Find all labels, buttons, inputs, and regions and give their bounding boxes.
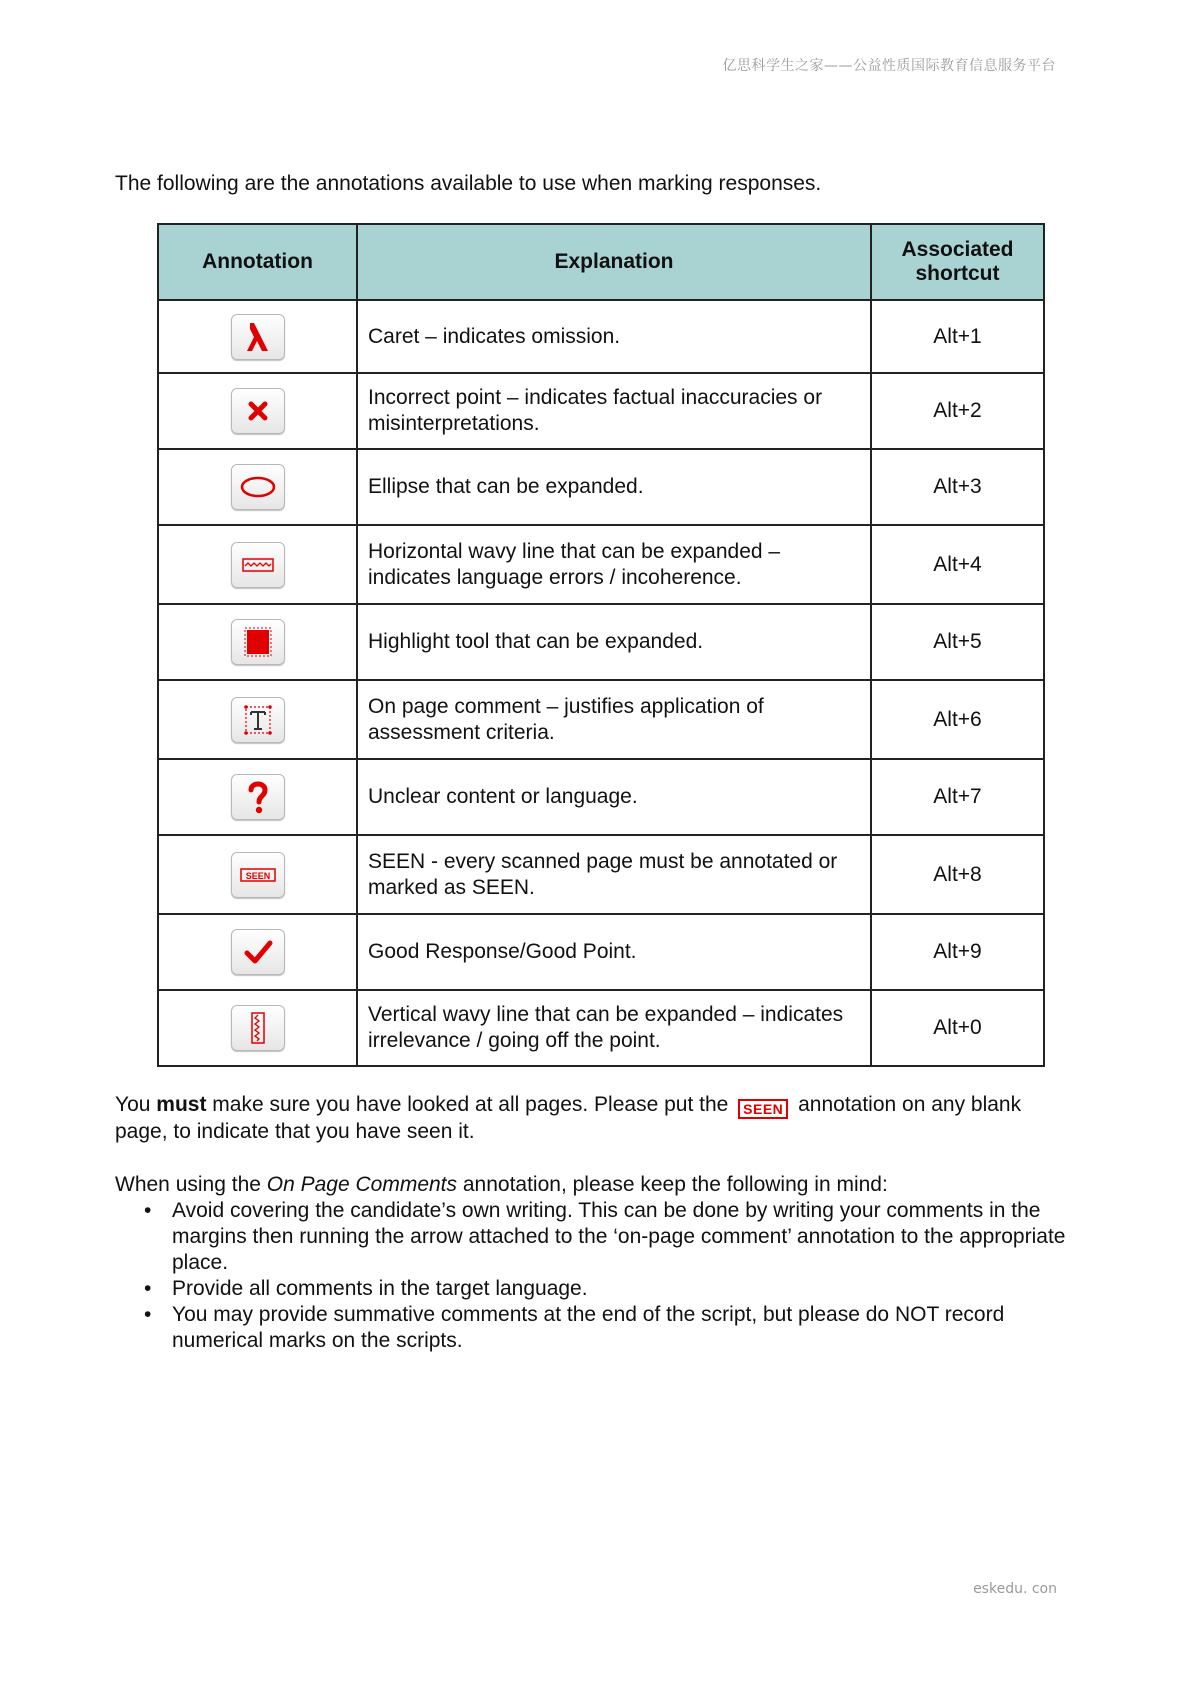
seen-icon xyxy=(231,852,285,898)
shortcut-cell: Alt+5 xyxy=(871,604,1044,680)
shortcut-cell: Alt+0 xyxy=(871,990,1044,1066)
cross-icon xyxy=(231,388,285,434)
header-shortcut-line1: Associated xyxy=(901,237,1014,261)
list-item: • Provide all comments in the target language. xyxy=(115,1276,1075,1302)
explanation-cell: Good Response/Good Point. xyxy=(357,914,871,990)
highlight-icon xyxy=(231,619,285,665)
intro-text: The following are the annotations available to use when marking responses. xyxy=(115,172,822,195)
explanation-cell: Vertical wavy line that can be expanded – indicates irrelevance / going off the point. xyxy=(357,990,871,1066)
shortcut-cell: Alt+8 xyxy=(871,835,1044,914)
annotation-cell xyxy=(158,759,357,835)
annotation-cell xyxy=(158,835,357,914)
table-row xyxy=(158,990,1044,1066)
header-shortcut-line2: shortcut xyxy=(915,262,1000,285)
shortcut-cell: Alt+9 xyxy=(871,914,1044,990)
emphasis-must: must xyxy=(156,1093,207,1116)
explanation-cell: SEEN - every scanned page must be annotated or marked as SEEN. xyxy=(357,835,871,914)
vertical-wavy-line-icon xyxy=(231,1005,285,1051)
explanation-cell: Incorrect point – indicates factual inaccuracies or misinterpretations. xyxy=(357,373,871,449)
annotation-cell xyxy=(158,300,357,373)
table-header-row xyxy=(158,224,1044,300)
seen-paragraph-text: You xyxy=(115,1093,157,1116)
header-explanation: Explanation xyxy=(357,224,871,300)
comments-paragraph-text: When using the xyxy=(115,1173,267,1196)
annotations-table xyxy=(157,223,1045,1067)
shortcut-cell: Alt+7 xyxy=(871,759,1044,835)
explanation-cell: Unclear content or language. xyxy=(357,759,871,835)
table-row xyxy=(158,525,1044,604)
comment-guidelines-list xyxy=(115,1198,1075,1354)
explanation-cell: On page comment – justifies application of assessment criteria. xyxy=(357,680,871,759)
table-row xyxy=(158,680,1044,759)
question-mark-icon xyxy=(231,774,285,820)
table-row xyxy=(158,604,1044,680)
ellipse-icon xyxy=(231,464,285,510)
seen-inline-icon: SEEN xyxy=(738,1099,788,1119)
tick-icon xyxy=(231,929,285,975)
explanation-cell: Highlight tool that can be expanded. xyxy=(357,604,871,680)
seen-paragraph-text: make sure you have looked at all pages. Please put the xyxy=(206,1093,735,1116)
caret-icon xyxy=(231,314,285,360)
table-row xyxy=(158,835,1044,914)
explanation-cell: Caret – indicates omission. xyxy=(357,300,871,373)
shortcut-cell: Alt+2 xyxy=(871,373,1044,449)
comments-instruction-paragraph xyxy=(115,1172,1075,1198)
explanation-cell: Horizontal wavy line that can be expanded – indicates language errors / incoherence. xyxy=(357,525,871,604)
on-page-comments-term: On Page Comments xyxy=(266,1173,458,1196)
list-item: • You may provide summative comments at the end of the script, but please do NOT record numerical marks on the scripts. xyxy=(115,1302,1075,1354)
header-note: 亿思科学生之家——公益性质国际教育信息服务平台 xyxy=(722,58,1056,74)
explanation-cell: Ellipse that can be expanded. xyxy=(357,449,871,525)
header-annotation: Annotation xyxy=(158,224,357,300)
shortcut-cell: Alt+4 xyxy=(871,525,1044,604)
horizontal-wavy-line-icon xyxy=(231,542,285,588)
table-row xyxy=(158,914,1044,990)
annotation-cell xyxy=(158,680,357,759)
header-shortcut xyxy=(871,224,1044,300)
annotation-cell xyxy=(158,604,357,680)
seen-paragraph-text: annotation on any blank page, to indicate that you have seen it. xyxy=(115,1093,1022,1143)
annotation-cell xyxy=(158,914,357,990)
table-row xyxy=(158,449,1044,525)
annotation-cell xyxy=(158,990,357,1066)
comments-paragraph-text: annotation, please keep the following in mind: xyxy=(457,1173,888,1196)
annotation-cell xyxy=(158,373,357,449)
annotation-cell xyxy=(158,525,357,604)
shortcut-cell: Alt+1 xyxy=(871,300,1044,373)
table-row xyxy=(158,300,1044,373)
table-row xyxy=(158,373,1044,449)
table-row xyxy=(158,759,1044,835)
annotation-cell xyxy=(158,449,357,525)
on-page-comment-icon xyxy=(231,697,285,743)
footer-note: eskedu. con xyxy=(973,1581,1057,1597)
shortcut-cell: Alt+6 xyxy=(871,680,1044,759)
shortcut-cell: Alt+3 xyxy=(871,449,1044,525)
seen-instruction-paragraph xyxy=(115,1092,1075,1145)
list-item: • Avoid covering the candidate’s own writing. This can be done by writing your comments in the margins then running the arrow attached to the ‘on-page comment’ annotation to the appropriate place. xyxy=(115,1198,1075,1276)
svg-text:SEEN: SEEN xyxy=(245,870,270,881)
